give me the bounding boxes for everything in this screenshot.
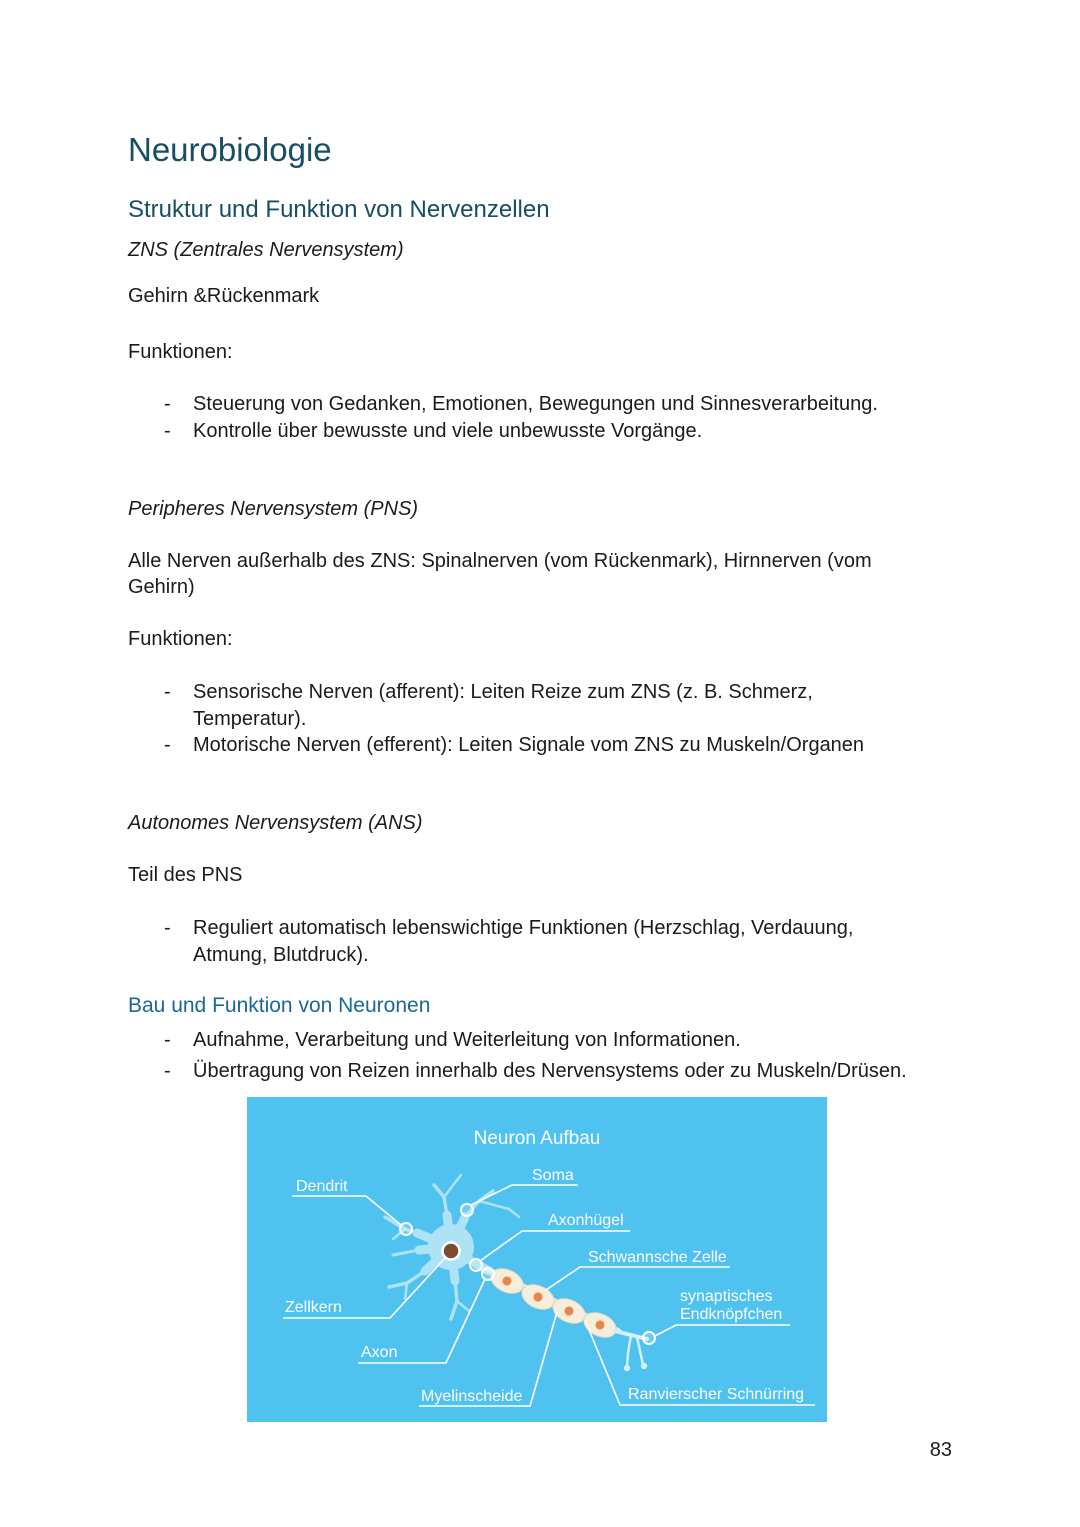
list-item-text: Kontrolle über bewusste und viele unbewusste Vorgänge. — [193, 419, 703, 442]
label-axonhuegel: Axonhügel — [548, 1212, 624, 1229]
ans-heading: Autonomes Nervensystem (ANS) — [128, 812, 423, 834]
label-synaptic-terminal-line2: Endknöpfchen — [680, 1306, 783, 1323]
list-item — [128, 679, 1008, 732]
marker-soma — [461, 1204, 473, 1216]
label-soma: Soma — [532, 1167, 574, 1184]
ans-function-list — [128, 915, 1008, 968]
label-ranvier-node: Ranvierscher Schnürring — [628, 1386, 805, 1403]
list-marker: - — [164, 393, 171, 415]
neuron-diagram — [247, 1097, 827, 1422]
list-item-text: Übertragung von Reizen innerhalb des Nervensystems oder zu Muskeln/Drüsen. — [193, 1059, 907, 1082]
zns-heading: ZNS (Zentrales Nervensystem) — [128, 239, 404, 261]
diagram-title: Neuron Aufbau — [473, 1128, 601, 1149]
list-item — [128, 1025, 1008, 1056]
label-myelinscheide: Myelinscheide — [421, 1388, 523, 1405]
list-marker: - — [164, 734, 171, 756]
list-marker: - — [164, 681, 171, 703]
list-marker: - — [164, 1059, 171, 1082]
zns-functions-label: Funktionen: — [128, 341, 233, 363]
zns-text: Gehirn &Rückenmark — [128, 285, 320, 307]
terminal-bouton — [641, 1363, 647, 1369]
section-title: Struktur und Funktion von Nervenzellen — [128, 196, 550, 223]
list-item-text: Aufnahme, Verarbeitung und Weiterleitung von Informationen. — [193, 1028, 741, 1051]
label-zellkern: Zellkern — [285, 1299, 342, 1316]
page-title: Neurobiologie — [128, 131, 332, 168]
label-schwann-cell: Schwannsche Zelle — [588, 1249, 727, 1266]
list-item-text: Reguliert automatisch lebenswichtige Funktionen (Herzschlag, Verdauung, Atmung, Blutdruck). — [193, 917, 854, 966]
page-number: 83 — [929, 1439, 952, 1461]
list-item-text: Steuerung von Gedanken, Emotionen, Bewegungen und Sinnesverarbeitung. — [193, 393, 878, 415]
list-marker: - — [164, 917, 171, 939]
marker-synaptic-terminal — [643, 1332, 655, 1344]
list-item — [128, 1056, 1008, 1087]
pns-functions-label: Funktionen: — [128, 628, 233, 650]
zns-function-list — [128, 391, 1008, 444]
terminal-bouton — [624, 1365, 630, 1371]
pns-heading: Peripheres Nervensystem (PNS) — [128, 498, 419, 520]
neurons-heading: Bau und Funktion von Neuronen — [128, 994, 431, 1017]
list-item-text: Sensorische Nerven (afferent): Leiten Reize zum ZNS (z. B. Schmerz, Temperatur). — [193, 681, 813, 730]
label-axon: Axon — [361, 1344, 398, 1361]
marker-axon — [482, 1268, 494, 1280]
ans-text: Teil des PNS — [128, 864, 243, 886]
label-dendrit: Dendrit — [296, 1178, 348, 1195]
marker-dendrit — [400, 1223, 412, 1235]
list-item — [128, 418, 1008, 445]
list-item — [128, 732, 1008, 759]
list-item-text: Motorische Nerven (efferent): Leiten Signale vom ZNS zu Muskeln/Organen — [193, 734, 865, 756]
list-marker: - — [164, 1028, 171, 1051]
neurons-list — [128, 1025, 1008, 1087]
pns-text: Alle Nerven außerhalb des ZNS: Spinalnerven (vom Rückenmark), Hirnnerven (vom Gehirn) — [128, 550, 872, 598]
list-item — [128, 915, 1008, 968]
label-synaptic-terminal-line1: synaptisches — [680, 1288, 773, 1305]
pns-function-list — [128, 679, 1008, 759]
list-item — [128, 391, 1008, 418]
list-marker: - — [164, 419, 171, 442]
